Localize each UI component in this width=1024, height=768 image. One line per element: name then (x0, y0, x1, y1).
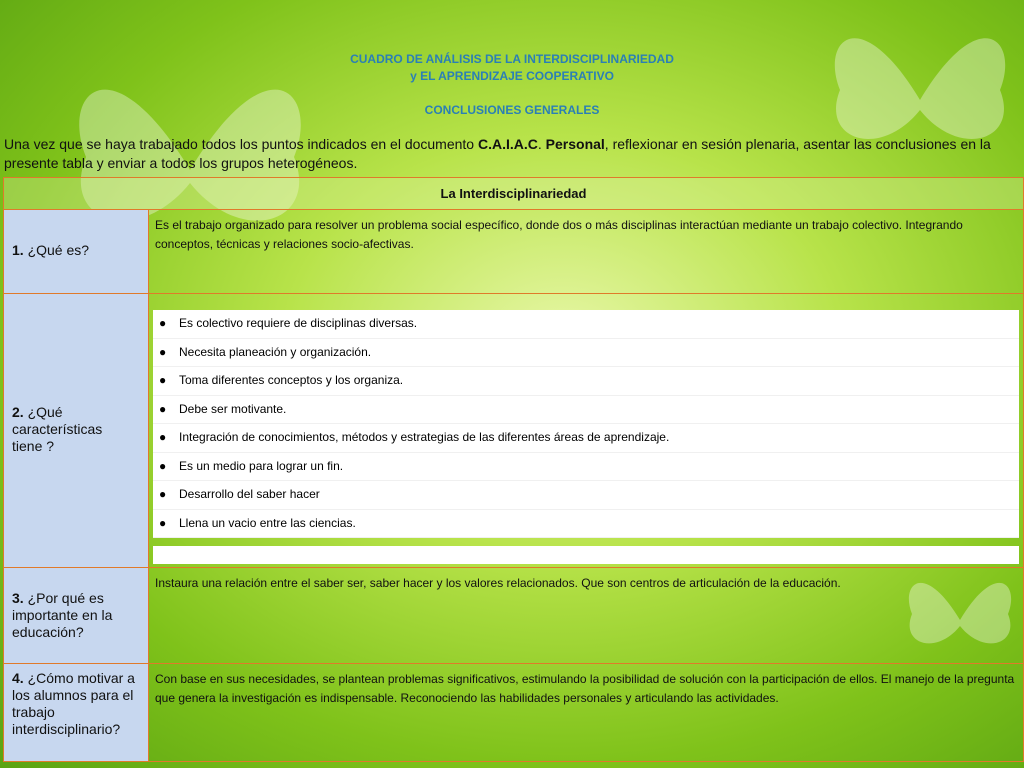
table-row (4, 210, 1024, 294)
question-cell: 3. ¿Por qué es importante en la educación? (4, 568, 149, 664)
table-row (4, 664, 1024, 762)
list-item: ● Toma diferentes conceptos y los organiza. (153, 367, 1019, 396)
table-heading: La Interdisciplinariedad (4, 178, 1024, 210)
answer-cell (149, 294, 1024, 568)
table-row (4, 294, 1024, 568)
document-title: CUADRO DE ANÁLISIS DE LA INTERDISCIPLINARIEDAD (350, 52, 674, 66)
document-title-line2: y EL APRENDIZAJE COOPERATIVO (410, 69, 614, 83)
intro-paragraph: Una vez que se haya trabajado todos los puntos indicados en el documento C.A.I.A.C. Personal, reflexionar en sesión plenaria, asentar las conclusiones en la presente tabla y enviar a todos los grupos heterogéneos. (4, 136, 991, 171)
intro-bold-personal: Personal (545, 136, 605, 152)
list-item: ● Es colectivo requiere de disciplinas diversas. (153, 310, 1019, 339)
answer-cell: Instaura una relación entre el saber ser, saber hacer y los valores relacionados. Que son centros de articulación de la educación. (149, 568, 1024, 664)
list-item: ● Desarrollo del saber hacer (153, 481, 1019, 510)
intro-bold-acronym: C.A.I.A.C (477, 136, 538, 152)
characteristics-list (153, 310, 1019, 538)
answer-cell: Es el trabajo organizado para resolver un problema social específico, donde dos o más disciplinas interactúan mediante un trabajo colectivo. Integrando conceptos, técnicas y relaciones socio-afectivas. (149, 210, 1024, 294)
question-cell: 4. ¿Cómo motivar a los alumnos para el trabajo interdisciplinario? (4, 664, 149, 762)
document-subtitle: CONCLUSIONES GENERALES (424, 103, 600, 117)
answer-cell: Con base en sus necesidades, se plantean problemas significativos, estimulando la posibilidad de solución con la participación de ellos. El manejo de la pregunta que genera la investigación es indispensable. Reconociendo las habilidades personales y articulando las actividades. (149, 664, 1024, 762)
question-cell: 2. ¿Qué características tiene ? (4, 294, 149, 568)
list-item: ● Integración de conocimientos, métodos y estrategias de las diferentes áreas de aprendizaje. (153, 424, 1019, 453)
list-item: ● Debe ser motivante. (153, 396, 1019, 425)
list-item: ● Necesita planeación y organización. (153, 339, 1019, 368)
list-item: ● Llena un vacio entre las ciencias. (153, 510, 1019, 539)
question-cell: 1. ¿Qué es? (4, 210, 149, 294)
analysis-table (3, 177, 1024, 762)
blank-line (153, 546, 1019, 564)
table-row (4, 568, 1024, 664)
list-item: ● Es un medio para lograr un fin. (153, 453, 1019, 482)
